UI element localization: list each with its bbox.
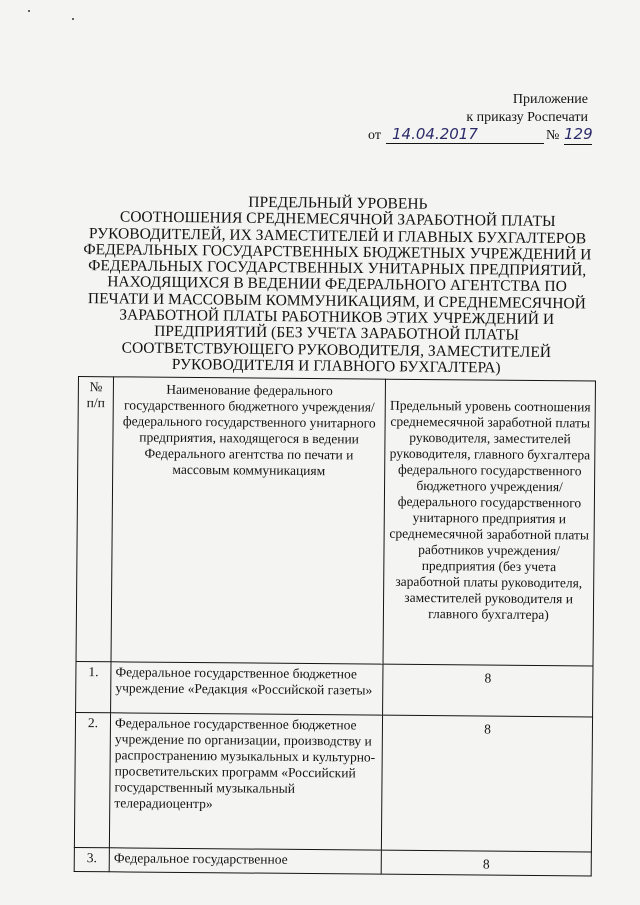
row-level: 8 <box>382 715 593 852</box>
salary-ratio-table <box>74 376 596 877</box>
table-header-row <box>76 377 595 667</box>
order-number-label: № <box>546 128 560 143</box>
appendix-block <box>466 91 588 127</box>
table-row <box>76 661 593 717</box>
appendix-order-ref: к приказу Роспечати <box>466 110 588 125</box>
order-line <box>368 125 592 147</box>
row-num: 1. <box>76 661 112 712</box>
row-num: 3. <box>74 847 109 871</box>
row-level: 8 <box>383 664 593 717</box>
title-line: СООТВЕТСТВУЮЩЕГО РУКОВОДИТЕЛЯ, ЗАМЕСТИТЕЛЕЙ <box>121 339 552 361</box>
order-number: 129 <box>564 125 593 143</box>
order-date: 14.04.2017 <box>386 125 544 144</box>
title-line: РУКОВОДИТЕЛЯ И ГЛАВНОГО БУХГАЛТЕРА) <box>171 355 501 377</box>
row-level: 8 <box>381 850 591 876</box>
title-line: ЗАРАБОТНОЙ ПЛАТЫ РАБОТНИКОВ ЭТИХ УЧРЕЖДЕНИЙ И <box>119 306 555 329</box>
header-num: № п/п <box>76 377 114 662</box>
table-row <box>74 847 591 876</box>
row-name: Федеральное государственное бюджетное учреждение по организации, производству и распространению музыкальных и культурно-просветительских программ «Российский государственный музыкальный телерадиоцентр» <box>110 713 383 850</box>
title-line: СООТНОШЕНИЯ СРЕДНЕМЕСЯЧНОЙ ЗАРАБОТНОЙ ПЛАТЫ <box>119 208 556 231</box>
header-name: Наименование федерального государственного бюджетного учреждения/ федерального государственного унитарного предприятия, находящегося в ведении Федерального агентства по печати и массовым коммуникациям <box>111 377 386 664</box>
table-row <box>74 712 592 852</box>
appendix-title: Приложение <box>512 92 588 107</box>
title-line: НАХОДЯЩИХСЯ В ВЕДЕНИИ ФЕДЕРАЛЬНОГО АГЕНТСТВА ПО <box>107 273 567 296</box>
row-name: Федеральное государственное бюджетное учреждение «Редакция «Российской газеты» <box>111 662 383 715</box>
title-line: РУКОВОДИТЕЛЕЙ, ИХ ЗАМЕСТИТЕЛЕЙ И ГЛАВНЫХ БУХГАЛТЕРОВ <box>88 224 587 247</box>
title-line: ФЕДЕРАЛЬНЫХ ГОСУДАРСТВЕННЫХ БЮДЖЕТНЫХ УЧРЕЖДЕНИЙ И <box>83 240 592 264</box>
title-line: ПРЕДПРИЯТИЙ (БЕЗ УЧЕТА ЗАРАБОТНОЙ ПЛАТЫ <box>154 323 520 344</box>
scan-speck <box>72 18 74 20</box>
title-line: ПЕЧАТИ И МАССОВЫМ КОММУНИКАЦИЯМ, И СРЕДНЕМЕСЯЧНОЙ <box>87 289 586 313</box>
title-line: ПРЕДЕЛЬНЫЙ УРОВЕНЬ <box>248 193 428 213</box>
order-from-label: от <box>368 128 381 143</box>
header-level: Предельный уровень соотношения среднемесячной заработной платы руководителя, заместителей руководителя, главного бухгалтера федерального государственного бюджетного учреждения/ федерального государственного унитарного предприятия и среднемесячной заработной платы работников учреждения/предприятия (без учета заработной платы руководителя, заместителей руководителя и главного бухгалтера) <box>383 379 595 666</box>
scan-speck <box>28 10 30 12</box>
title-line: ФЕДЕРАЛЬНЫХ ГОСУДАРСТВЕННЫХ УНИТАРНЫХ ПРЕДПРИЯТИЙ, <box>88 257 587 280</box>
row-name: Федеральное государственное <box>109 848 381 874</box>
document-title <box>76 193 598 378</box>
row-num: 2. <box>74 712 110 847</box>
